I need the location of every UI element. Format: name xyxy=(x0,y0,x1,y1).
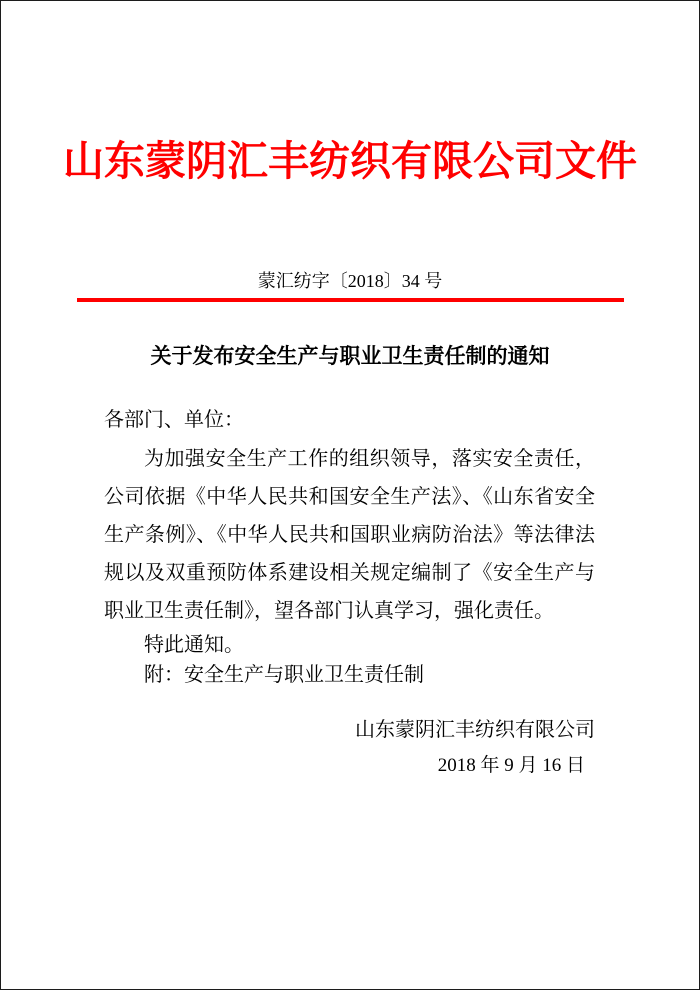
body-paragraph: 为加强安全生产工作的组织领导，落实安全责任，公司依据《中华人民共和国安全生产法》、《山东省安全生产条例》、《中华人民共和国职业病防治法》等法律法规以及双重预防体系建设相关规定编制了《安全生产与职业卫生责任制》，望各部门认真学习，强化责任。 xyxy=(104,448,595,623)
company-document-header: 山东蒙阴汇丰纺织有限公司文件 xyxy=(63,138,637,184)
attachment-line: 附：安全生产与职业卫生责任制 xyxy=(144,664,424,687)
document-number: 蒙汇纺字〔2018〕34 号 xyxy=(257,271,443,292)
salutation-line: 各部门、单位： xyxy=(104,409,244,432)
company-signature: 山东蒙阴汇丰纺织有限公司 xyxy=(355,719,595,742)
document-body xyxy=(104,406,595,690)
red-divider-line xyxy=(77,298,624,302)
closing-line: 特此通知。 xyxy=(144,634,244,657)
document-date: 2018 年 9 月 16 日 xyxy=(437,755,585,777)
notice-title: 关于发布安全生产与职业卫生责任制的通知 xyxy=(150,344,550,369)
signature-block xyxy=(1,718,595,778)
